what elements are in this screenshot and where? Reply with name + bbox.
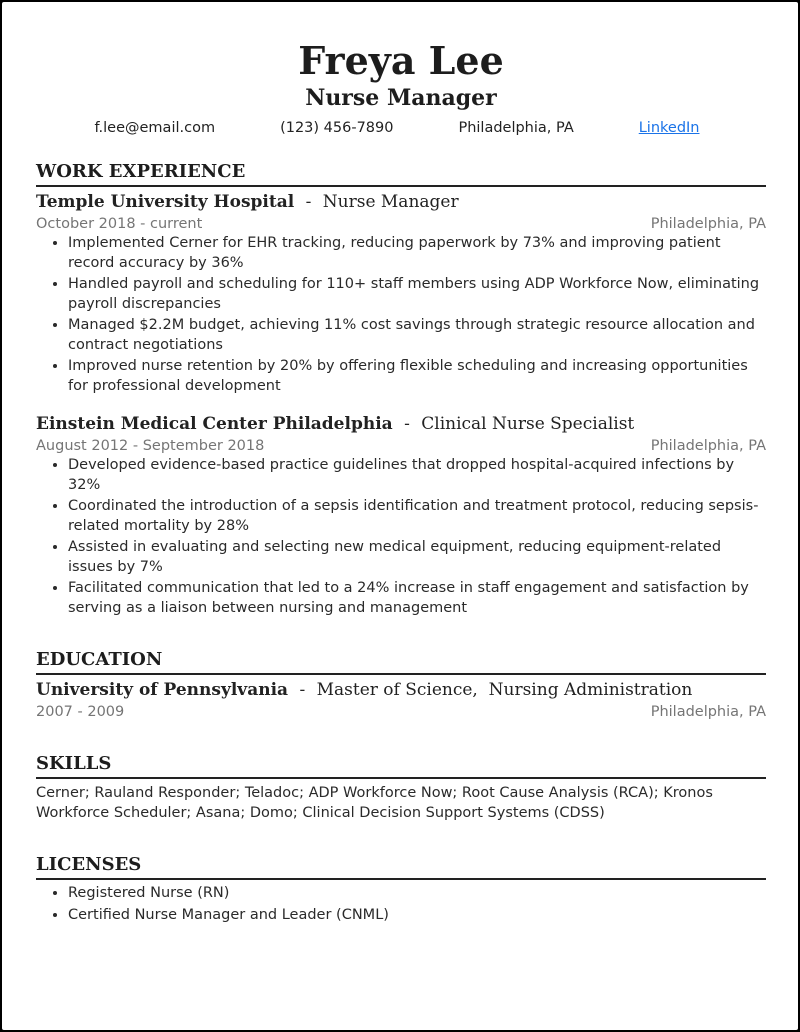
contact-row bbox=[62, 118, 732, 138]
job-meta bbox=[36, 436, 766, 456]
licenses-section bbox=[36, 853, 766, 925]
skills-list: Cerner; Rauland Responder; Teladoc; ADP Workforce Now; Root Cause Analysis (RCA); Kronos Workforce Scheduler; Asana; Domo; Clinical Decision Support Systems (CDSS) bbox=[36, 785, 713, 821]
job-bullet: • Facilitated communication that led to a 24% increase in staff engagement and satisfaction by serving as a liaison between nursing and management bbox=[68, 579, 766, 618]
section-title-work: WORK EXPERIENCE bbox=[36, 160, 766, 187]
job-role: Nurse Manager bbox=[322, 192, 459, 212]
job-role: Clinical Nurse Specialist bbox=[421, 414, 635, 434]
job-bullet: • Coordinated the introduction of a sepsis identification and treatment protocol, reducing sepsis-related mortality by 28% bbox=[68, 497, 766, 536]
job-location: Philadelphia, PA bbox=[650, 438, 766, 454]
job-header bbox=[36, 412, 766, 436]
job-bullets bbox=[36, 456, 766, 618]
section-title-education: EDUCATION bbox=[36, 648, 766, 675]
job-employer: Temple University Hospital bbox=[36, 192, 295, 212]
skills-section bbox=[36, 752, 766, 823]
linkedin-link[interactable]: LinkedIn bbox=[638, 120, 700, 136]
job-dates: August 2012 - September 2018 bbox=[36, 438, 265, 454]
job-entry bbox=[36, 412, 766, 618]
education-meta bbox=[36, 702, 766, 722]
candidate-name: Freya Lee bbox=[298, 38, 504, 83]
job-location: Philadelphia, PA bbox=[650, 216, 766, 232]
license-item: • Certified Nurse Manager and Leader (CNML) bbox=[68, 906, 766, 926]
section-title-licenses: LICENSES bbox=[36, 853, 766, 880]
licenses-list bbox=[36, 884, 766, 925]
contact-email: f.lee@email.com bbox=[94, 120, 216, 136]
contact-location: Philadelphia, PA bbox=[458, 120, 574, 136]
job-entry bbox=[36, 190, 766, 396]
job-bullet: • Improved nurse retention by 20% by offering flexible scheduling and increasing opportunities for professional development bbox=[68, 357, 766, 396]
education-location: Philadelphia, PA bbox=[650, 704, 766, 720]
job-separator: - bbox=[305, 192, 312, 212]
job-header bbox=[36, 190, 766, 214]
job-bullet: • Managed $2.2M budget, achieving 11% cost savings through strategic resource allocation and contract negotiations bbox=[68, 316, 766, 355]
education-section bbox=[36, 648, 766, 722]
job-meta bbox=[36, 214, 766, 234]
resume-page bbox=[2, 2, 798, 1030]
education-header bbox=[36, 678, 766, 702]
job-separator: - bbox=[404, 414, 410, 434]
education-school: University of Pennsylvania bbox=[36, 680, 289, 700]
license-item: • Registered Nurse (RN) bbox=[68, 884, 766, 904]
job-bullet: • Handled payroll and scheduling for 110+ staff members using ADP Workforce Now, eliminating payroll discrepancies bbox=[68, 275, 766, 314]
job-bullet: • Assisted in evaluating and selecting new medical equipment, reducing equipment-related issues by 7% bbox=[68, 538, 766, 577]
job-dates: October 2018 - current bbox=[36, 216, 203, 232]
section-title-skills: SKILLS bbox=[36, 752, 766, 779]
education-separator: - bbox=[299, 680, 306, 700]
job-bullet: • Developed evidence-based practice guidelines that dropped hospital-acquired infections by 32% bbox=[68, 456, 766, 495]
job-employer: Einstein Medical Center Philadelphia bbox=[36, 414, 393, 434]
job-bullets bbox=[36, 234, 766, 396]
job-bullet: • Implemented Cerner for EHR tracking, reducing paperwork by 73% and improving patient record accuracy by 36% bbox=[68, 234, 766, 273]
contact-phone: (123) 456-7890 bbox=[280, 120, 394, 136]
work-section bbox=[36, 160, 766, 618]
candidate-title: Nurse Manager bbox=[305, 85, 497, 111]
education-degree: Master of Science, Nursing Administration bbox=[316, 680, 693, 700]
education-dates: 2007 - 2009 bbox=[36, 704, 125, 720]
